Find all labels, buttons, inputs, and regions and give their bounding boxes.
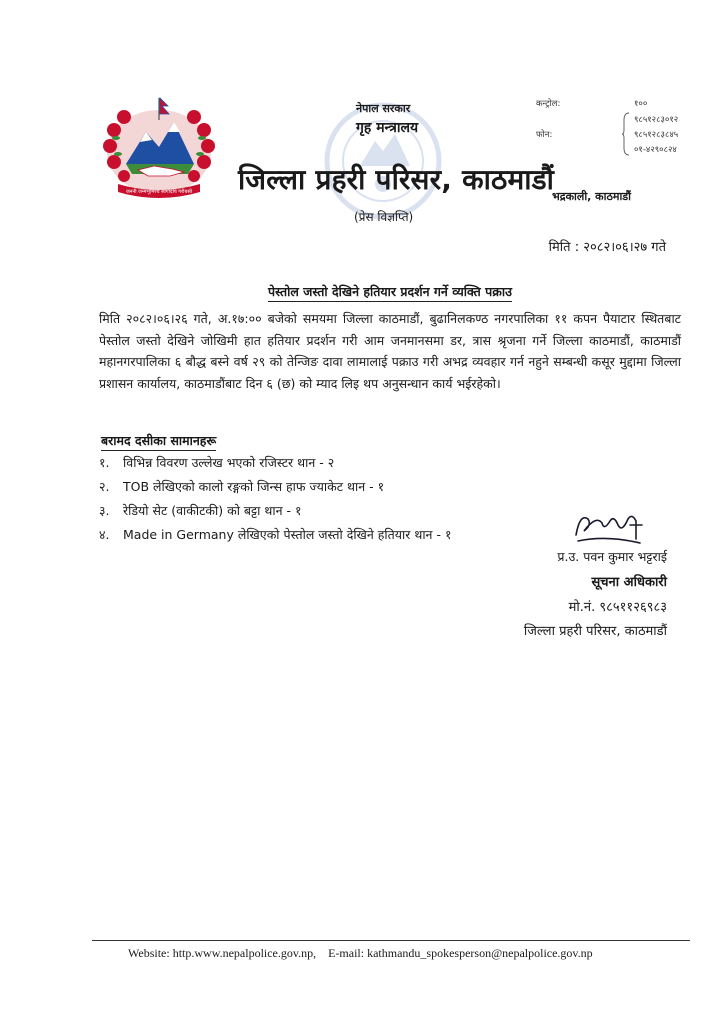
press-release-label: (प्रेस विज्ञप्ति) [354, 210, 414, 224]
phone-label: फोन: [536, 130, 553, 140]
list-item [99, 454, 334, 471]
footer [128, 946, 593, 961]
government-name: नेपाल सरकार [356, 102, 411, 115]
ministry-name: गृह मन्त्रालय [356, 120, 419, 136]
list-item-text: रेडियो सेट (वाकीटकी) को बट्टा थान - १ [123, 503, 302, 518]
signatory-office: जिल्ला प्रहरी परिसर, काठमाडौं [523, 624, 667, 639]
list-item-text: विभिन्न विवरण उल्लेख भएको रजिस्टर थान - २ [123, 455, 335, 470]
office-location: भद्रकाली, काठमाडौं [552, 190, 632, 203]
signatory-name: प्र.उ. पवन कुमार भट्टराई [557, 549, 667, 564]
list-item-text: TOB लेखिएको कालो रङ्गको जिन्स हाफ ज्याकेट थान - १ [123, 479, 385, 494]
list-item-number: ४. [99, 527, 110, 542]
recovered-items-title: बरामद दसीका सामानहरू [101, 432, 216, 451]
body-paragraph: मिति २०८२।०६।२६ गते, अ.१७:०० बजेको समयमा जिल्ला काठमाडौं, बुढानिलकण्ठ नगरपालिका ११ कपन पैयाटार स्थितबाट पेस्तोल जस्तो देखिने जोखिमी हात हतियार प्रदर्शन गरी आम जनमानसमा डर, त्रास श्रृजना गर्ने जिल्ला काठमाडौं, काठमाडौं महानगरपालिका ६ बौद्ध बस्ने वर्ष २९ को तेन्जिङ दावा लामालाई पक्राउ गरी अभद्र व्यवहार गर्न नहुने सम्बन्धी कसूर मुद्दामा जिल्ला प्रशासन कार्यालय, काठमाडौंबाट दिन ६ (छ) को म्याद लिइ थप अनुसन्धान कार्य भईरहेको। [99, 311, 681, 391]
signatory-phone: मो.नं. ९८५११२६९८३ [568, 600, 667, 615]
phone-number-1: ९८५१२८३०१२ [634, 115, 679, 125]
release-date: मिति : २०८२।०६।२७ गते [548, 240, 666, 255]
office-title: जिल्ला प्रहरी परिसर, काठमाडौं [238, 163, 555, 196]
list-item [99, 478, 384, 495]
list-item-number: २. [99, 479, 110, 494]
control-number: १०० [634, 99, 648, 109]
control-label: कन्ट्रोल: [536, 99, 561, 109]
footer-divider [92, 940, 690, 941]
svg-text:जननी जन्मभूमिश्च स्वर्गादपि गर: जननी जन्मभूमिश्च स्वर्गादपि गरीयसी [125, 189, 193, 195]
nepal-emblem-icon [96, 92, 222, 202]
phone-number-2: ९८५१२८३८४५ [634, 130, 679, 140]
signatory-role: सूचना अधिकारी [591, 575, 667, 590]
footer-email: E-mail: kathmandu_spokesperson@nepalpolice.gov.np [328, 946, 593, 960]
list-item [99, 502, 302, 519]
footer-website: Website: http.www.nepalpolice.gov.np, [128, 946, 317, 960]
headline: पेस्तोल जस्तो देखिने हतियार प्रदर्शन गर्ने व्यक्ति पक्राउ [268, 283, 512, 302]
phone-number-3: ०१-४२९०८२४ [634, 145, 677, 155]
signature-icon [570, 505, 648, 551]
list-item-text: Made in Germany लेखिएको पेस्तोल जस्तो देखिने हतियार थान - १ [123, 527, 452, 542]
list-item [99, 526, 451, 543]
brace-icon [622, 112, 630, 156]
list-item-number: १. [99, 455, 110, 470]
list-item-number: ३. [99, 503, 110, 518]
